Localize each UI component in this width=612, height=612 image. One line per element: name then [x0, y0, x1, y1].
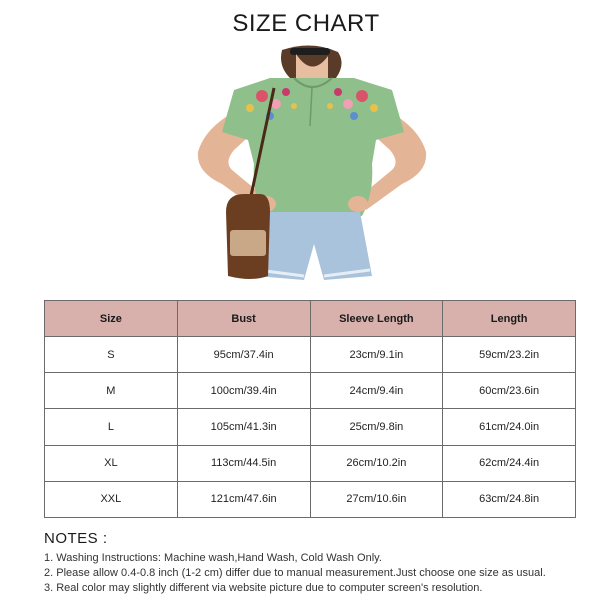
size-cell: XL	[45, 445, 178, 481]
table-row	[45, 337, 576, 373]
column-header-sleeve-length: Sleeve Length	[310, 301, 443, 337]
notes-title: NOTES :	[44, 530, 108, 547]
size-cell: L	[45, 409, 178, 445]
bust-cell: 105cm/41.3in	[177, 409, 310, 445]
length-cell: 60cm/23.6in	[443, 373, 576, 409]
size-chart-table	[44, 300, 576, 518]
bust-cell: 100cm/39.4in	[177, 373, 310, 409]
length-cell: 59cm/23.2in	[443, 337, 576, 373]
length-cell: 61cm/24.0in	[443, 409, 576, 445]
size-cell: S	[45, 337, 178, 373]
length-cell: 63cm/24.8in	[443, 481, 576, 517]
note-item: 2. Please allow 0.4-0.8 inch (1-2 cm) differ due to manual measurement.Just choose one size as usual.	[44, 567, 546, 579]
length-cell: 62cm/24.4in	[443, 445, 576, 481]
column-header-length: Length	[443, 301, 576, 337]
column-header-size: Size	[45, 301, 178, 337]
sleeve-length-cell: 25cm/9.8in	[310, 409, 443, 445]
page-title: SIZE CHART	[232, 10, 380, 37]
bust-cell: 121cm/47.6in	[177, 481, 310, 517]
product-photo	[186, 44, 438, 284]
note-item: 1. Washing Instructions: Machine wash,Hand Wash, Cold Wash Only.	[44, 552, 382, 564]
table-row	[45, 373, 576, 409]
notes-section	[44, 530, 604, 596]
table-row	[45, 481, 576, 517]
size-cell: M	[45, 373, 178, 409]
bust-cell: 113cm/44.5in	[177, 445, 310, 481]
sleeve-length-cell: 23cm/9.1in	[310, 337, 443, 373]
sleeve-length-cell: 27cm/10.6in	[310, 481, 443, 517]
sleeve-length-cell: 24cm/9.4in	[310, 373, 443, 409]
bust-cell: 95cm/37.4in	[177, 337, 310, 373]
table-row	[45, 445, 576, 481]
note-item: 3. Real color may slightly different via website picture due to computer screen's resolution.	[44, 582, 483, 594]
size-cell: XXL	[45, 481, 178, 517]
table-row	[45, 409, 576, 445]
sleeve-length-cell: 26cm/10.2in	[310, 445, 443, 481]
table-header-row	[45, 301, 576, 337]
column-header-bust: Bust	[177, 301, 310, 337]
